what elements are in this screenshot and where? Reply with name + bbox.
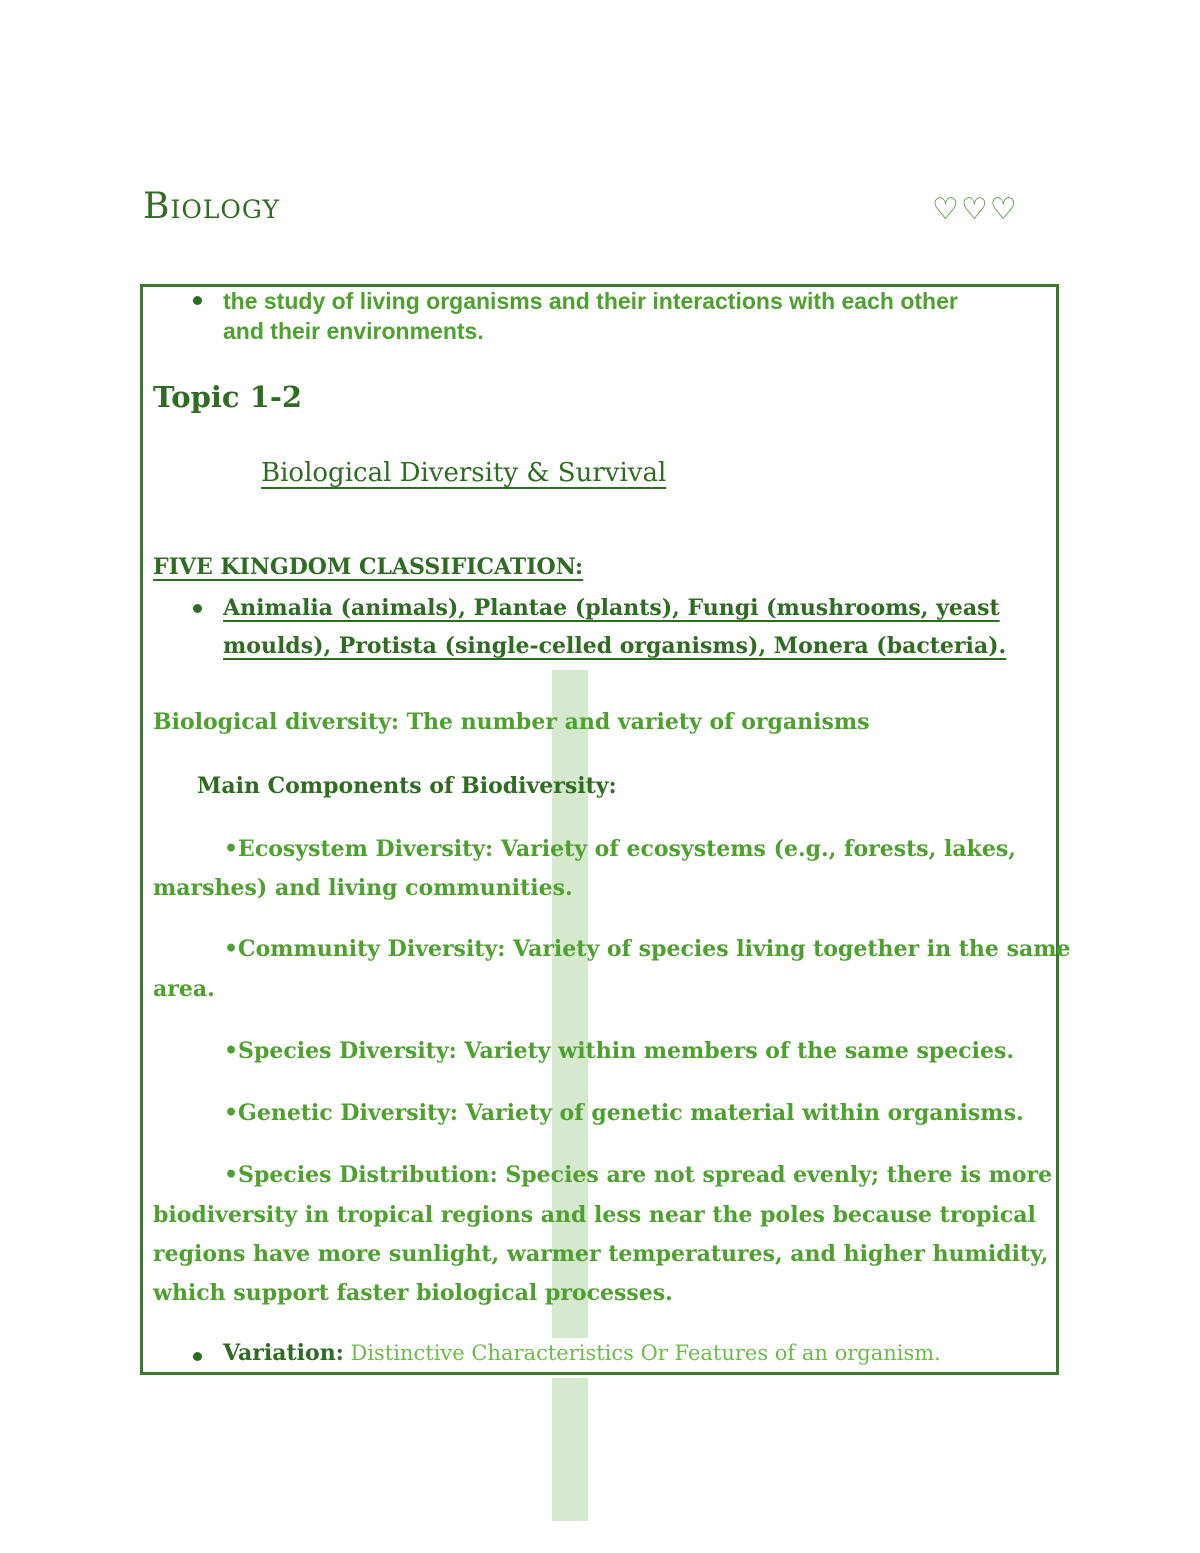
topic-heading: Topic 1-2 — [153, 380, 303, 414]
five-kingdom-heading: FIVE KINGDOM CLASSIFICATION: — [153, 554, 584, 580]
variation-label: Variation: — [223, 1340, 344, 1366]
component-genetic: •Genetic Diversity: Variety of genetic material within organisms. — [224, 1100, 1024, 1126]
component-community: •Community Diversity: Variety of species living together in the same — [224, 936, 1071, 962]
component-ecosystem-cont: marshes) and living communities. — [153, 875, 573, 901]
component-ecosystem: •Ecosystem Diversity: Variety of ecosystems (e.g., forests, lakes, — [224, 836, 1016, 862]
section-subtitle: Biological Diversity & Survival — [261, 458, 667, 488]
highlight-stripe-bottom — [552, 1378, 588, 1521]
variation-text: Distinctive Characteristics Or Features of an organism. — [343, 1341, 941, 1365]
bullet-icon — [193, 1352, 202, 1361]
component-distribution: •Species Distribution: Species are not spread evenly; there is more — [224, 1162, 1053, 1188]
bullet-icon — [193, 296, 202, 305]
page-title: Biology — [143, 186, 280, 227]
component-distribution-cont-1: biodiversity in tropical regions and less near the poles because tropical — [153, 1202, 1036, 1228]
definition-line-1: the study of living organisms and their interactions with each other — [223, 288, 958, 314]
component-distribution-cont-2: regions have more sunlight, warmer temperatures, and higher humidity, — [153, 1241, 1049, 1267]
components-heading: Main Components of Biodiversity: — [197, 773, 617, 799]
variation-item — [223, 1340, 941, 1366]
definition-line-2: and their environments. — [223, 318, 484, 344]
component-distribution-cont-3: which support faster biological processes. — [153, 1280, 673, 1306]
biodiversity-definition: Biological diversity: The number and variety of organisms — [153, 709, 870, 735]
kingdoms-line-1: Animalia (animals), Plantae (plants), Fungi (mushrooms, yeast — [223, 595, 1000, 621]
bullet-icon — [193, 604, 202, 613]
component-species: •Species Diversity: Variety within members of the same species. — [224, 1038, 1015, 1064]
kingdoms-line-2: moulds), Protista (single-celled organisms), Monera (bacteria). — [223, 633, 1007, 659]
component-community-cont: area. — [153, 976, 215, 1002]
hearts-decoration: ♡♡♡ — [932, 192, 1019, 227]
